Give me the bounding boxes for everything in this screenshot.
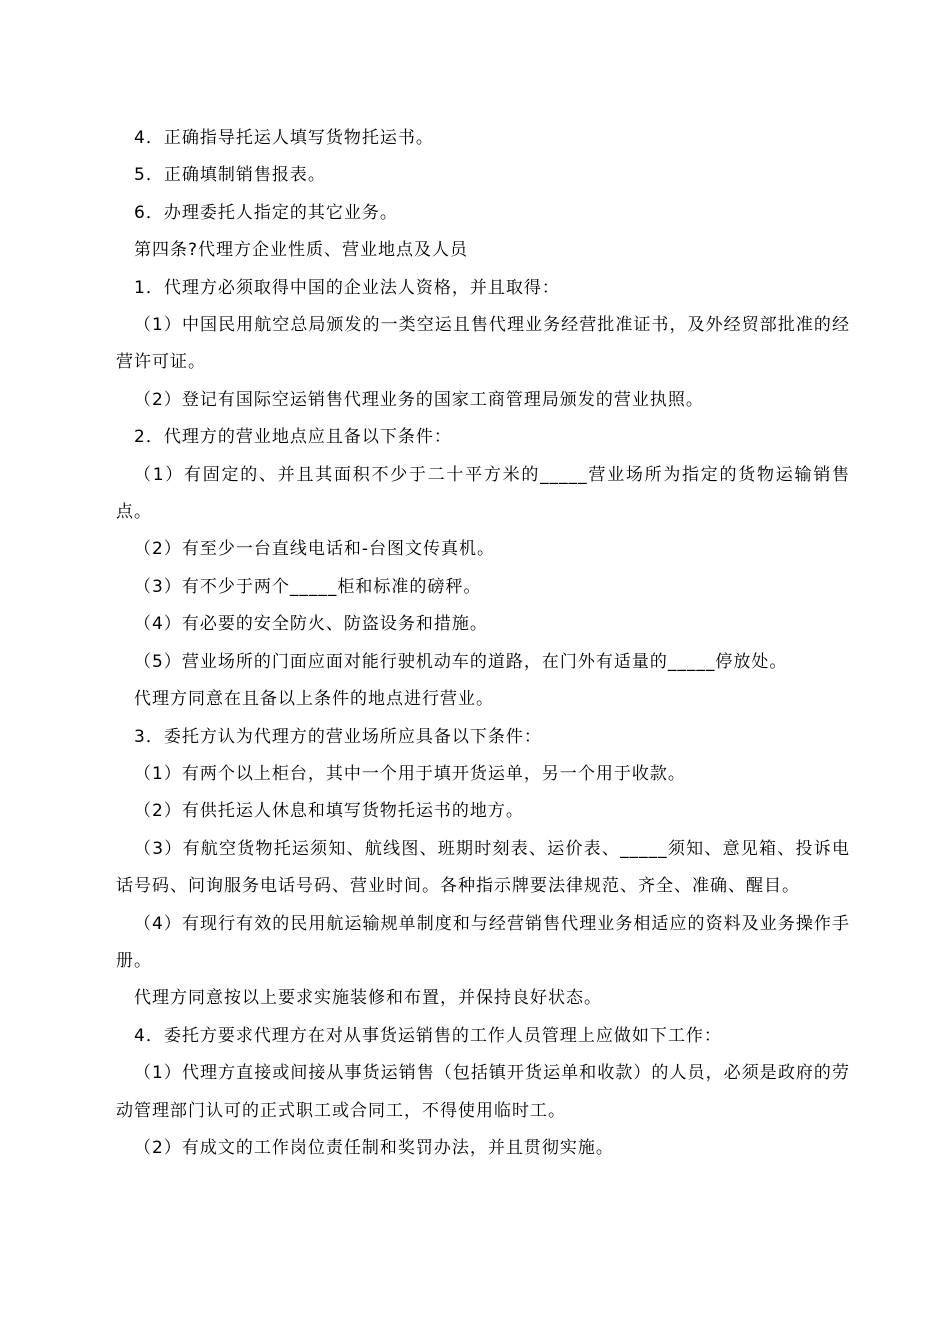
paragraph: （2）有成文的工作岗位责任制和奖罚办法，并且贯彻实施。 [134, 1137, 614, 1158]
paragraph: （5）营业场所的门面应面对能行驶机动车的道路，在门外有适量的_____停放处。 [134, 651, 788, 672]
paragraph: （1）代理方直接或间接从事货运销售（包括镇开货运单和收款）的人员，必须是政府的劳动管理部门认可的正式职工或合同工，不得使用临时工。 [116, 1063, 850, 1121]
paragraph: （2）有供托运人休息和填写货物托运书的地方。 [134, 801, 524, 822]
paragraph: （4）有必要的安全防火、防盗设务和措施。 [134, 614, 488, 635]
paragraph: 3．委托方认为代理方的营业场所应具备以下条件： [134, 726, 542, 747]
paragraph: （1）有两个以上柜台，其中一个用于填开货运单，另一个用于收款。 [134, 763, 686, 784]
paragraph: 5．正确填制销售报表。 [134, 165, 326, 186]
paragraph: （1）中国民用航空总局颁发的一类空运且售代理业务经营批准证书，及外经贸部批准的经营许可证。 [116, 315, 850, 373]
paragraph: 6．办理委托人指定的其它业务。 [134, 202, 398, 223]
paragraph: （3）有不少于两个_____柜和标准的磅秤。 [134, 576, 482, 597]
paragraph: 4．正确指导托运人填写货物托运书。 [134, 128, 434, 148]
paragraph: 代理方同意在且备以上条件的地点进行营业。 [134, 689, 494, 710]
paragraph: 代理方同意按以上要求实施装修和布置，并保持良好状态。 [134, 988, 602, 1009]
paragraph: 1．代理方必须取得中国的企业法人资格，并且取得： [134, 277, 560, 298]
paragraph: （4）有现行有效的民用航运输规单制度和与经营销售代理业务相适应的资料及业务操作手册。 [116, 913, 850, 971]
paragraph: 2．代理方的营业地点应且备以下条件： [134, 427, 452, 448]
paragraph: （2）有至少一台直线电话和-台图文传真机。 [134, 539, 495, 560]
paragraph: 4．委托方要求代理方在对从事货运销售的工作人员管理上应做如下工作： [134, 1025, 722, 1046]
paragraph: （3）有航空货物托运须知、航线图、班期时刻表、运价表、_____须知、意见箱、投诉电话号码、问询服务电话号码、营业时间。各种指示牌要法律规范、齐全、准确、醒目。 [116, 838, 850, 897]
document-body [116, 120, 850, 1167]
paragraph: （1）有固定的、并且其面积不少于二十平方米的_____营业场所为指定的货物运输销售点。 [116, 464, 850, 523]
paragraph: （2）登记有国际空运销售代理业务的国家工商管理局颁发的营业执照。 [134, 389, 704, 410]
section-heading: 第四条?代理方企业性质、营业地点及人员 [134, 240, 469, 261]
